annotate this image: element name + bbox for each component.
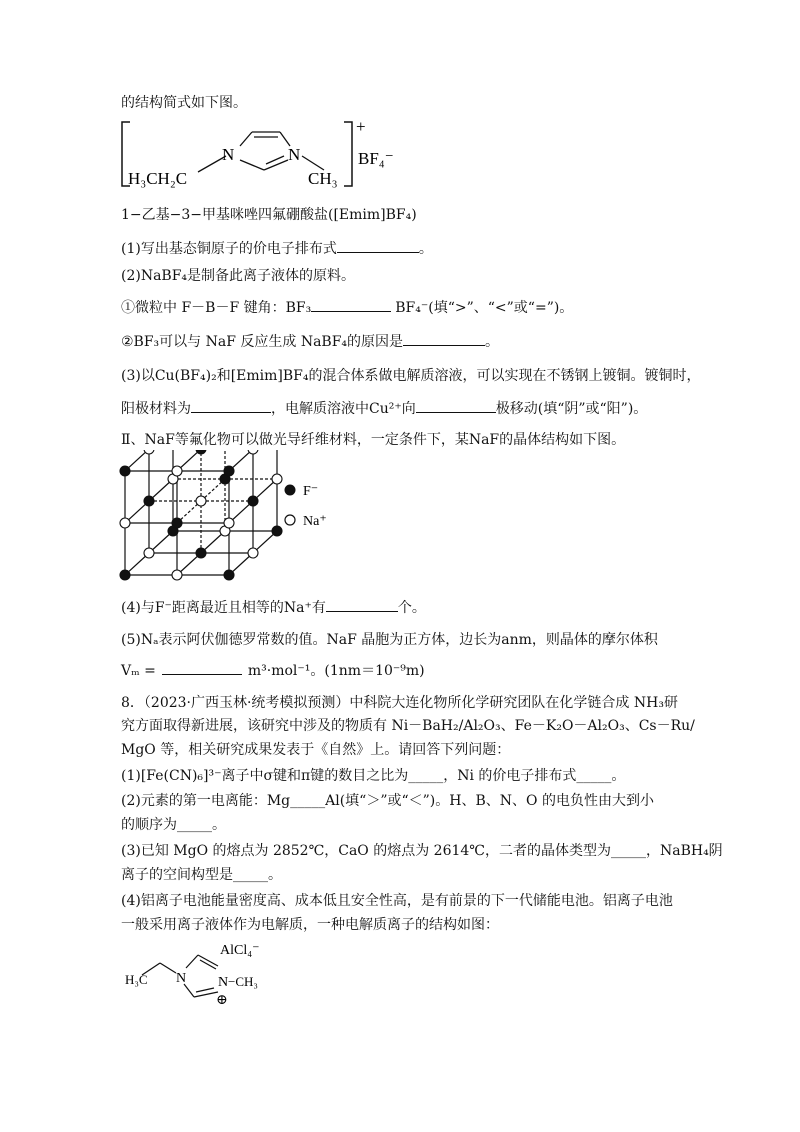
question-5-line2: [121, 660, 425, 681]
problem-8-q1: (1)[Fe(CN)₆]³⁻离子中σ键和π键的数目之比为_____，Ni 的价电子排布式_____。: [121, 768, 626, 784]
q5-answer-blank: [162, 660, 242, 675]
q4-answer-blank: [326, 597, 398, 612]
problem-8-line3: MgO 等，相关研究成果发表于《自然》上。请回答下列问题：: [121, 742, 511, 758]
f-ion-atom: [196, 450, 206, 454]
q3-direction-blank: [416, 398, 496, 413]
na-ion-atom: [248, 450, 258, 454]
na-ion-atom: [196, 496, 206, 506]
na-ion-atom: [120, 518, 130, 528]
na-ion-atom: [172, 570, 182, 580]
na-ion-atom: [172, 466, 182, 476]
alcl4-anion: AlCl₄⁻: [220, 943, 260, 958]
question-3-line2: [121, 398, 647, 419]
emim-right-group: CH₃: [308, 169, 338, 188]
emim-left-group: H₃CH₂C: [128, 169, 188, 188]
emim-structure: [118, 118, 428, 190]
imid-right-group: −CH₃: [228, 974, 258, 989]
q2a-post: (填“>”、“<”或“=”)。: [428, 300, 574, 316]
legend-na-label: Na⁺: [303, 514, 327, 529]
q3-line2-pre: 阳极材料为: [121, 401, 191, 417]
q2a-mid: BF₄⁻: [395, 300, 429, 316]
q4-post: 个。: [397, 600, 426, 616]
problem-8-q3-line1: (3)已知 MgO 的熔点为 2852℃，CaO 的熔点为 2614℃，二者的晶体类型为_____，NaBH₄阴: [121, 843, 723, 859]
f-ion-atom: [224, 466, 234, 476]
bf4-anion: BF₄⁻: [358, 149, 394, 168]
question-3-line1: (3)以Cu(BF₄)₂和[Emim]BF₄的混合体系做电解质溶液，可以实现在不锈钢上镀铜。镀铜时，: [121, 368, 701, 384]
q2a-pre: ①微粒中 F－B－F 键角：BF₃: [121, 300, 312, 316]
na-ion-atom: [272, 474, 282, 484]
intro-text: 的结构简式如下图。: [121, 95, 247, 111]
q3-anode-blank: [191, 398, 271, 413]
q2b-pre: ②BF₃可以与 NaF 反应生成 NaBF₄的原因是: [121, 334, 404, 350]
q4-pre: (4)与F⁻距离最近且相等的Na⁺有: [121, 600, 326, 616]
problem-8-q2-line1: (2)元素的第一电离能：Mg_____Al(填“＞”或“＜”)。H、B、N、O 的电负性由大到小: [121, 793, 654, 809]
imid-atom-n2: N: [218, 975, 229, 990]
problem-8-q3-line2: 离子的空间构型是_____。: [121, 867, 282, 883]
na-ion-atom: [144, 548, 154, 558]
emim-atom-n1: N: [222, 145, 235, 164]
q5-vm-label: Vₘ =: [121, 663, 156, 679]
q1-text: (1)写出基态铜原子的价电子排布式: [121, 241, 337, 257]
q3-line2-mid: ，电解质溶液中Cu²⁺向: [271, 401, 416, 417]
q5-unit: m³·mol⁻¹。(1nm＝10⁻⁹m): [247, 663, 425, 679]
problem-8-line1: 8．（2023·广西玉林·统考模拟预测）中科院大连化物所化学研究团队在化学链合成 NH₃研: [121, 695, 678, 711]
problem-8-q4-line1: (4)铝离子电池能量密度高、成本低且安全性高，是有前景的下一代储能电池。铝离子电池: [121, 893, 673, 909]
problem-8-line2: 究方面取得新进展，该研究中涉及的物质有 Ni－BaH₂/Al₂O₃、Fe－K₂O－Al₂O₃、Cs－Ru/: [121, 718, 695, 734]
f-ion-atom: [196, 548, 206, 558]
emim-atom-n2: N: [288, 145, 301, 164]
question-1: [121, 238, 433, 259]
problem-8-q4-line2: 一般采用离子液体作为电解质，一种电解质离子的结构如图：: [121, 917, 499, 933]
na-ion-atom: [248, 548, 258, 558]
imid-atom-n1: N: [176, 971, 187, 986]
na-ion-atom: [144, 450, 154, 454]
q1-answer-blank: [337, 238, 419, 253]
legend-f-label: F⁻: [303, 484, 319, 499]
f-ion-atom: [272, 526, 282, 536]
f-ion-atom: [144, 496, 154, 506]
f-ion-atom: [224, 570, 234, 580]
f-ion-atom: [248, 496, 258, 506]
question-4: [121, 597, 426, 618]
q2b-end: 。: [485, 334, 500, 350]
question-2a: [121, 297, 573, 318]
f-ion-atom: [172, 518, 182, 528]
legend-f-icon: [285, 485, 295, 495]
q1-end: 。: [418, 241, 433, 257]
naf-crystal-diagram: [115, 450, 405, 586]
question-2b: [121, 331, 499, 352]
f-ion-atom: [120, 570, 130, 580]
legend-na-icon: [285, 515, 295, 525]
section-2-intro: Ⅱ、NaF等氟化物可以做光导纤维材料，一定条件下，某NaF的晶体结构如下图。: [121, 432, 626, 448]
na-ion-atom: [224, 518, 234, 528]
q3-line2-post: 极移动(填“阴”或“阳”)。: [495, 401, 648, 417]
emim-charge: +: [356, 118, 366, 136]
imidazolium-structure: [120, 940, 320, 1025]
question-5-line1: (5)Nₐ表示阿伏伽德罗常数的值。NaF 晶胞为正方体，边长为anm，则晶体的摩尔体积: [121, 632, 658, 648]
q2a-answer-blank: [311, 297, 391, 312]
problem-8-q2-line2: 的顺序为_____。: [121, 817, 226, 833]
imid-left-group: H₃C: [125, 972, 148, 987]
question-2: (2)NaBF₄是制备此离子液体的原料。: [121, 268, 356, 284]
caption-emim: 1−乙基−3−甲基咪唑四氟硼酸盐([Emim]BF₄): [121, 207, 417, 223]
imid-charge: ⊕: [216, 993, 228, 1008]
q2b-answer-blank: [403, 331, 485, 346]
f-ion-atom: [120, 466, 130, 476]
